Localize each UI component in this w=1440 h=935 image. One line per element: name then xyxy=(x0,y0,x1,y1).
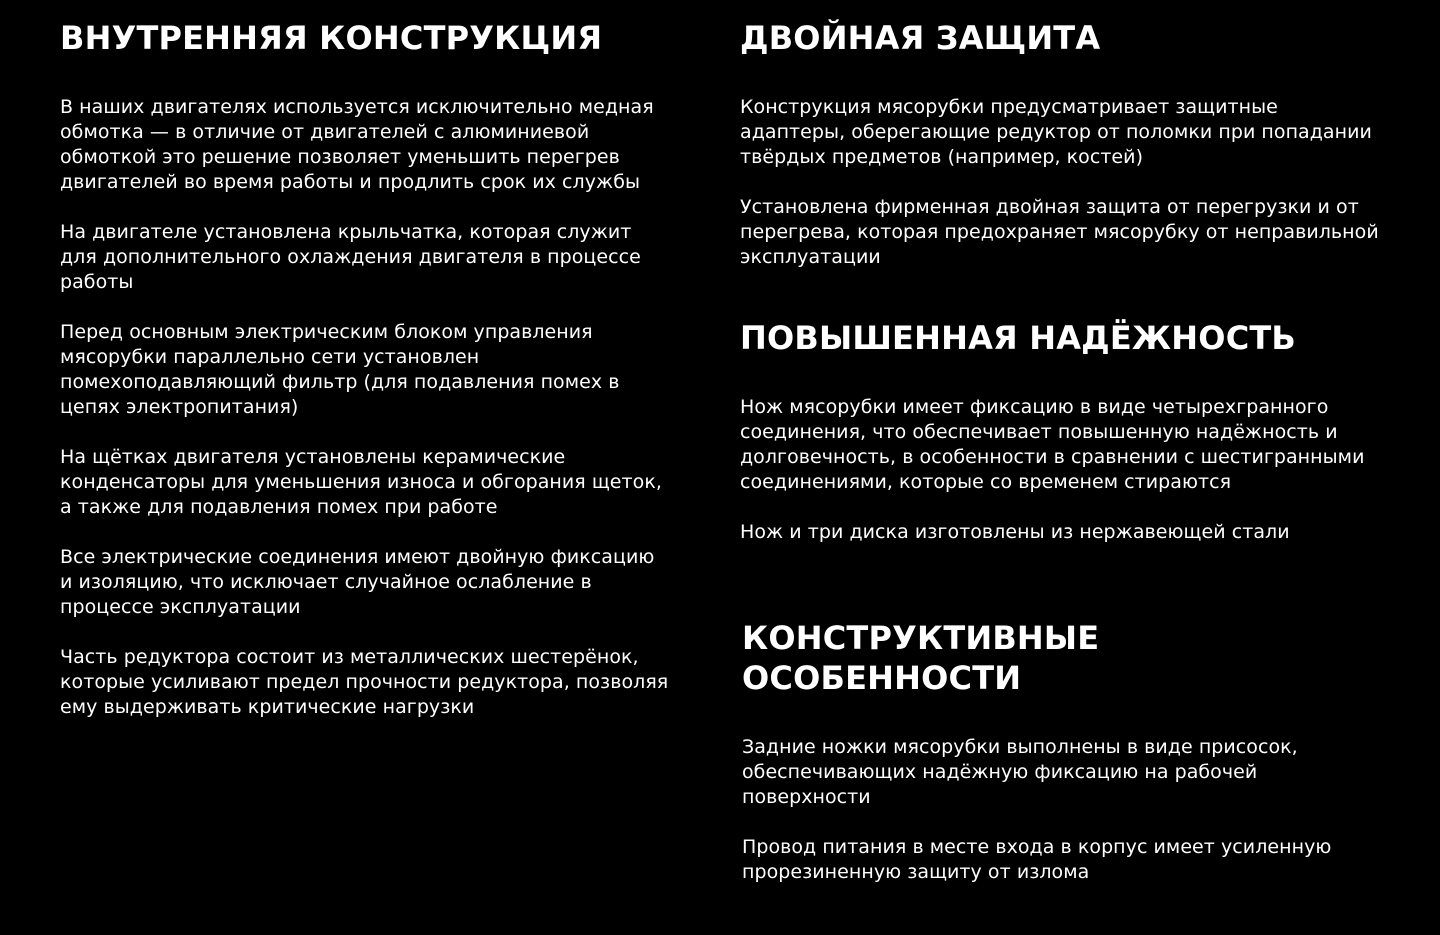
paragraph: Нож мясорубки имеет фиксацию в виде четырехгранного соединения, что обеспечивает повышенную надёжность и долговечность, в особенности в сравнении с шестигранными соединениями, которые со временем стираются xyxy=(740,396,1365,493)
section-double-protection xyxy=(740,18,1380,270)
paragraph: На двигателе установлена крыльчатка, которая служит для дополнительного охлаждения двигателя в процессе работы xyxy=(60,221,641,293)
paragraph: Нож и три диска изготовлены из нержавеющей стали xyxy=(740,521,1290,543)
section-title: ДВОЙНАЯ ЗАЩИТА xyxy=(740,19,1101,57)
paragraph: Задние ножки мясорубки выполнены в виде присосок, обеспечивающих надёжную фиксацию на рабочей поверхности xyxy=(742,736,1298,808)
section-title: ПОВЫШЕННАЯ НАДЁЖНОСТЬ xyxy=(740,319,1296,357)
paragraph: Провод питания в месте входа в корпус имеет усиленную прорезиненную защиту от излома xyxy=(742,836,1332,883)
paragraph: Установлена фирменная двойная защита от перегрузки и от перегрева, которая предохраняет мясорубку от неправильной эксплуатации xyxy=(740,196,1379,268)
paragraph: Конструкция мясорубки предусматривает защитные адаптеры, оберегающие редуктор от поломки при попадании твёрдых предметов (например, костей) xyxy=(740,96,1372,168)
section-increased-reliability xyxy=(740,318,1380,545)
section-design-features xyxy=(742,618,1342,885)
paragraph: Перед основным электрическим блоком управления мясорубки параллельно сети установлен помехоподавляющий фильтр (для подавления помех в цепях электропитания) xyxy=(60,321,620,418)
paragraph: Часть редуктора состоит из металлических шестерёнок, которые усиливают предел прочности редуктора, позволяя ему выдерживать критические нагрузки xyxy=(60,646,669,718)
paragraph: Все электрические соединения имеют двойную фиксацию и изоляцию, что исключает случайное ослабление в процессе эксплуатации xyxy=(60,546,655,618)
section-title: ВНУТРЕННЯЯ КОНСТРУКЦИЯ xyxy=(60,19,603,57)
paragraph: В наших двигателях используется исключительно медная обмотка — в отличие от двигателей с алюминиевой обмоткой это решение позволяет уменьшить перегрев двигателей во время работы и продлить срок их службы xyxy=(60,96,654,193)
section-internal-construction xyxy=(60,18,670,720)
paragraph: На щётках двигателя установлены керамические конденсаторы для уменьшения износа и обгорания щеток, а также для подавления помех при работе xyxy=(60,446,662,518)
section-title: КОНСТРУКТИВНЫЕ ОСОБЕННОСТИ xyxy=(742,619,1100,697)
